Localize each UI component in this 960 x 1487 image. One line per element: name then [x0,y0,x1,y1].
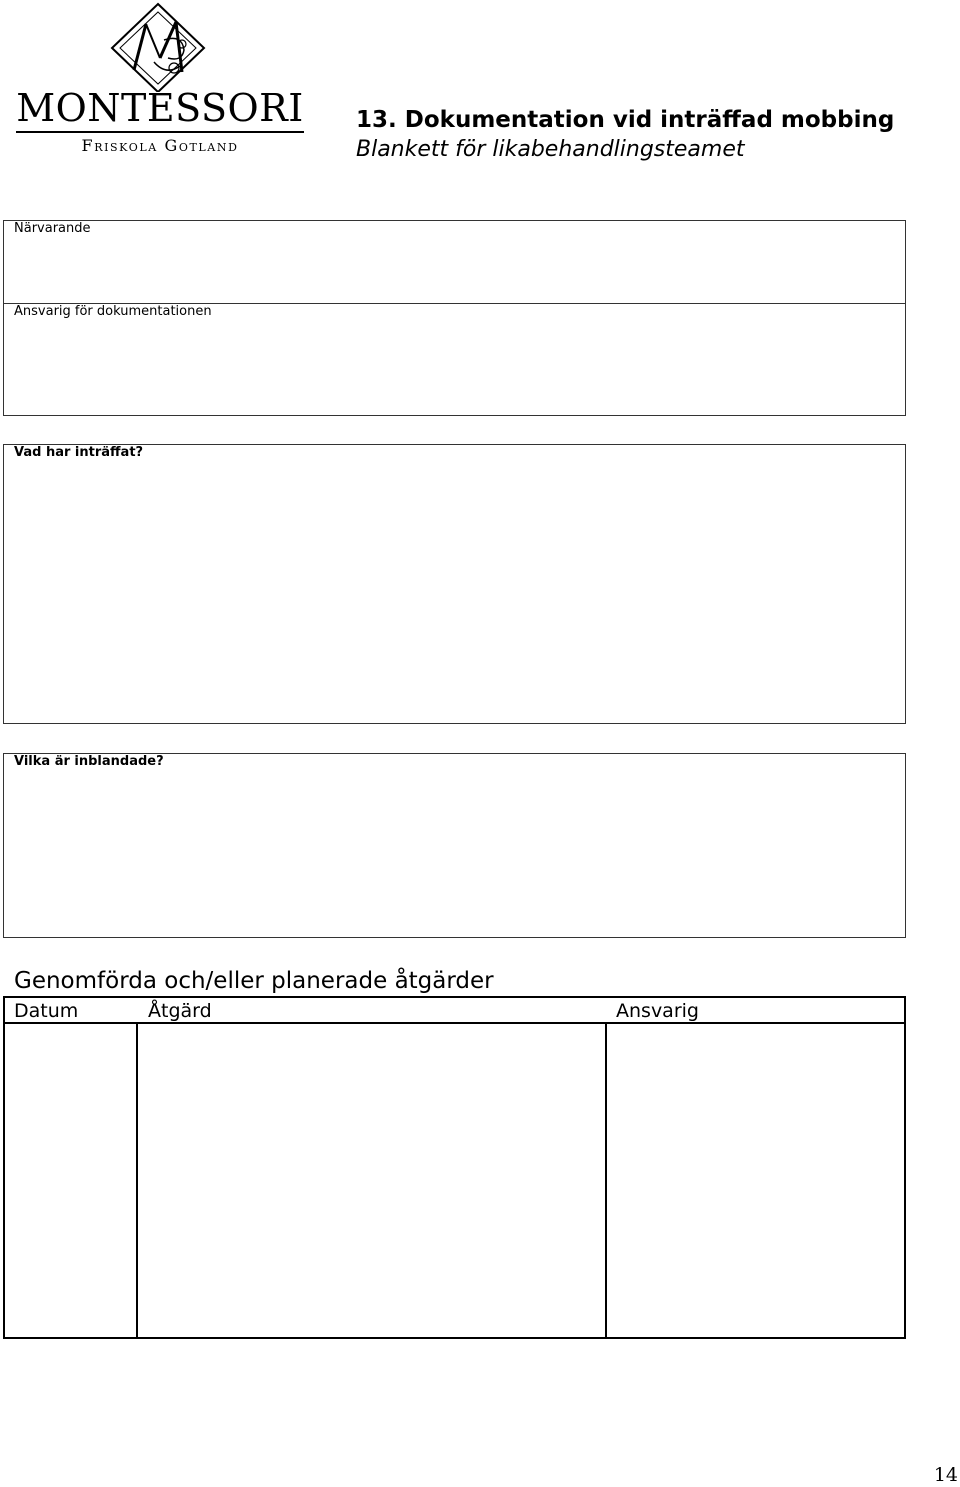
logo-subtitle: Friskola Gotland [81,136,239,155]
column-date: Datum [14,1000,79,1022]
logo-name: MONTESSORI [16,86,304,130]
column-action: Åtgärd [148,1000,212,1022]
involved-box[interactable] [3,753,906,938]
what-happened-label: Vad har inträffat? [14,445,144,460]
montessori-emblem-icon [14,0,306,92]
responsible-label: Ansvarig för dokumentationen [14,304,212,319]
attendance-box[interactable] [3,220,906,416]
actions-table [3,996,906,1339]
page-title: 13. Dokumentation vid inträffad mobbing [356,107,895,133]
page-subtitle: Blankett för likabehandlingsteamet [356,137,745,162]
actions-heading: Genomförda och/eller planerade åtgärder [14,968,494,994]
involved-label: Vilka är inblandade? [14,754,164,769]
what-happened-box[interactable] [3,444,906,724]
school-logo [14,0,306,160]
logo-divider [16,131,304,133]
action-cell[interactable] [138,1024,605,1337]
column-responsible: Ansvarig [616,1000,699,1022]
page-number: 14 [933,1464,958,1486]
present-label: Närvarande [14,221,91,236]
responsible-cell[interactable] [607,1024,904,1337]
date-cell[interactable] [5,1024,136,1337]
